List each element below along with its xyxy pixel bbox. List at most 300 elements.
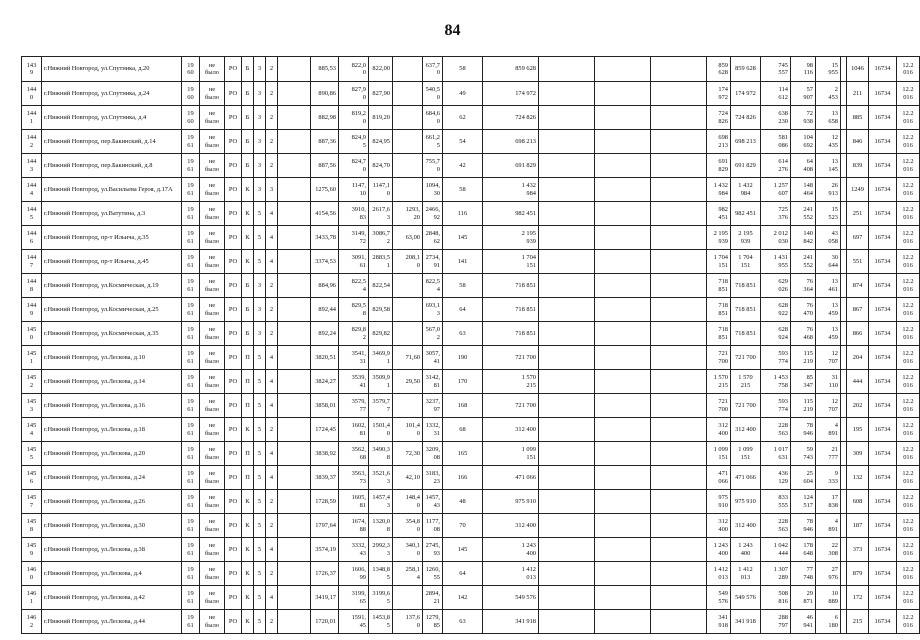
cell-area-2: 824,70 [369, 154, 393, 178]
cell-entrances: 2 [266, 130, 278, 154]
cell-year: 19 60 [182, 57, 200, 82]
cell-floors: 3 [254, 130, 266, 154]
cell-empty [651, 178, 707, 202]
cell-area-2: 3579,7 7 [369, 394, 393, 418]
cell-total: 975 910 [707, 490, 731, 514]
cell-empty [595, 514, 651, 538]
cell-empty [539, 226, 595, 250]
cell-cost: 724 826 [483, 106, 539, 130]
cell-type: П [242, 346, 254, 370]
cell-empty [651, 538, 707, 562]
cell-entrances: 2 [266, 322, 278, 346]
cell-floors: 5 [254, 226, 266, 250]
cell-region: 241 552 [791, 250, 816, 274]
cell-area-2: 3509,9 1 [369, 370, 393, 394]
cell-city: 13 658 [816, 106, 841, 130]
cell-area-4: 661,2 5 [423, 130, 443, 154]
cell-entrances: 2 [266, 154, 278, 178]
cell-empty [278, 370, 311, 394]
cell-total: 859 628 [707, 57, 731, 82]
cell-max-rate: 16734 [869, 250, 897, 274]
cell-empty [595, 226, 651, 250]
cell-address: г.Нижний Новгород, ул.Лескова, д.42 [42, 586, 182, 610]
cell-residents: 48 [443, 490, 483, 514]
cell-floors: 3 [254, 57, 266, 82]
cell-specific-cost: 215 [847, 610, 869, 634]
cell-number: 144 3 [22, 154, 42, 178]
cell-specific-cost: 867 [847, 298, 869, 322]
cell-fund: 718 851 [731, 322, 761, 346]
table-row [22, 202, 920, 226]
cell-empty [278, 178, 311, 202]
cell-last-repair: не было [200, 490, 225, 514]
cell-specific-cost: 1249 [847, 178, 869, 202]
cell-area-1: 3562, 68 [339, 442, 369, 466]
cell-empty [539, 57, 595, 82]
cell-total-area: 3820,51 [311, 346, 339, 370]
cell-year: 19 61 [182, 298, 200, 322]
cell-city: 4 891 [816, 514, 841, 538]
cell-year: 19 61 [182, 514, 200, 538]
cell-type: К [242, 514, 254, 538]
cell-area-2: 3490,3 8 [369, 442, 393, 466]
table-row [22, 154, 920, 178]
cell-wall-material: РО [225, 346, 242, 370]
cell-specific-cost: 551 [847, 250, 869, 274]
cell-type: К [242, 226, 254, 250]
cell-number: 144 4 [22, 178, 42, 202]
cell-area-1: 824,9 5 [339, 130, 369, 154]
cell-area-4: 3237, 97 [423, 394, 443, 418]
cell-date: 12.2 016 [897, 106, 920, 130]
cell-area-4: 637,7 0 [423, 57, 443, 82]
cell-city: 15 955 [816, 57, 841, 82]
cell-residents: 116 [443, 202, 483, 226]
cell-year: 19 61 [182, 178, 200, 202]
cell-residents: 49 [443, 82, 483, 106]
cell-date: 12.2 016 [897, 202, 920, 226]
cell-total-area: 3419,17 [311, 586, 339, 610]
cell-area-1: 1147, 10 [339, 178, 369, 202]
cell-entrances: 2 [266, 82, 278, 106]
cell-wall-material: РО [225, 610, 242, 634]
cell-floors: 5 [254, 538, 266, 562]
table-row [22, 57, 920, 82]
cell-year: 19 60 [182, 82, 200, 106]
cell-city: 9 333 [816, 466, 841, 490]
cell-empty [595, 490, 651, 514]
cell-area-2: 1147,1 0 [369, 178, 393, 202]
cell-entrances: 2 [266, 274, 278, 298]
cell-wall-material: РО [225, 562, 242, 586]
cell-total-area: 887,56 [311, 154, 339, 178]
cell-total-area: 890,86 [311, 82, 339, 106]
cell-residents: 58 [443, 178, 483, 202]
cell-total-area: 3433,78 [311, 226, 339, 250]
table-row [22, 466, 920, 490]
cell-area-2: 1457,4 3 [369, 490, 393, 514]
cell-fund: 691 829 [731, 154, 761, 178]
cell-empty [595, 322, 651, 346]
cell-wall-material: РО [225, 370, 242, 394]
cell-date: 12.2 016 [897, 298, 920, 322]
cell-date: 12.2 016 [897, 178, 920, 202]
cell-area-3 [393, 178, 423, 202]
table-row [22, 274, 920, 298]
cell-cost: 549 576 [483, 586, 539, 610]
cell-last-repair: не было [200, 610, 225, 634]
cell-type: Б [242, 106, 254, 130]
cell-address: г.Нижний Новгород, ул.Ватутина, д.3 [42, 202, 182, 226]
cell-area-3: 258,1 4 [393, 562, 423, 586]
cell-date: 12.2 016 [897, 226, 920, 250]
cell-area-4: 2894, 21 [423, 586, 443, 610]
cell-empty [539, 586, 595, 610]
cell-wall-material: РО [225, 490, 242, 514]
cell-owners: 628 922 [761, 298, 791, 322]
cell-type: Б [242, 82, 254, 106]
cell-region: 64 408 [791, 154, 816, 178]
cell-empty [539, 490, 595, 514]
cell-city: 31 110 [816, 370, 841, 394]
table-row [22, 82, 920, 106]
cell-area-4: 693,1 3 [423, 298, 443, 322]
cell-total: 1 412 013 [707, 562, 731, 586]
cell-cost: 975 910 [483, 490, 539, 514]
cell-residents: 190 [443, 346, 483, 370]
cell-max-rate: 16734 [869, 57, 897, 82]
cell-floors: 3 [254, 322, 266, 346]
cell-floors: 5 [254, 202, 266, 226]
cell-area-4: 567,0 2 [423, 322, 443, 346]
cell-type: К [242, 418, 254, 442]
cell-fund: 982 451 [731, 202, 761, 226]
cell-empty [651, 57, 707, 82]
cell-type: К [242, 586, 254, 610]
cell-address: г.Нижний Новгород, пер.Бакинский, д.8 [42, 154, 182, 178]
cell-city: 13 459 [816, 322, 841, 346]
cell-date: 12.2 016 [897, 82, 920, 106]
cell-area-3 [393, 106, 423, 130]
cell-date: 12.2 016 [897, 274, 920, 298]
cell-area-1: 1591, 45 [339, 610, 369, 634]
cell-number: 145 2 [22, 370, 42, 394]
cell-type: Б [242, 298, 254, 322]
cell-max-rate: 16734 [869, 202, 897, 226]
cell-area-2: 822,00 [369, 57, 393, 82]
cell-owners: 1 017 631 [761, 442, 791, 466]
cell-floors: 5 [254, 514, 266, 538]
cell-area-3 [393, 154, 423, 178]
cell-fund: 1 099 151 [731, 442, 761, 466]
cell-total-area: 1726,37 [311, 562, 339, 586]
cell-residents: 58 [443, 274, 483, 298]
cell-empty [595, 466, 651, 490]
cell-fund: 975 910 [731, 490, 761, 514]
cell-year: 19 61 [182, 154, 200, 178]
cell-area-3 [393, 298, 423, 322]
cell-number: 144 0 [22, 82, 42, 106]
cell-date: 12.2 016 [897, 610, 920, 634]
cell-region: 78 946 [791, 418, 816, 442]
cell-empty [278, 322, 311, 346]
housing-register-table [21, 56, 920, 634]
cell-max-rate: 16734 [869, 298, 897, 322]
cell-empty [595, 418, 651, 442]
cell-address: г.Нижний Новгород, ул.Лескова, д.44 [42, 610, 182, 634]
cell-area-1: 829,5 8 [339, 298, 369, 322]
cell-area-4: 3142, 81 [423, 370, 443, 394]
cell-area-3: 101,4 0 [393, 418, 423, 442]
cell-fund: 312 400 [731, 418, 761, 442]
cell-area-4: 2466, 92 [423, 202, 443, 226]
cell-total-area: 3838,92 [311, 442, 339, 466]
cell-empty [278, 250, 311, 274]
cell-last-repair: не было [200, 346, 225, 370]
cell-specific-cost: 608 [847, 490, 869, 514]
cell-area-4: 1279, 85 [423, 610, 443, 634]
cell-entrances: 4 [266, 226, 278, 250]
cell-cost: 312 400 [483, 418, 539, 442]
cell-floors: 3 [254, 178, 266, 202]
cell-date: 12.2 016 [897, 250, 920, 274]
cell-address: г.Нижний Новгород, ул.Лескова, д.4 [42, 562, 182, 586]
cell-empty [539, 322, 595, 346]
cell-fund: 721 700 [731, 346, 761, 370]
cell-type: Б [242, 130, 254, 154]
table-body [22, 57, 920, 634]
cell-empty [595, 154, 651, 178]
cell-empty [539, 514, 595, 538]
cell-empty [595, 57, 651, 82]
cell-area-4: 822,5 4 [423, 274, 443, 298]
cell-city: 13 459 [816, 298, 841, 322]
cell-max-rate: 16734 [869, 490, 897, 514]
cell-wall-material: РО [225, 274, 242, 298]
cell-cost: 859 628 [483, 57, 539, 82]
cell-wall-material: РО [225, 298, 242, 322]
cell-address: г.Нижний Новгород, ул.Спутника, д.4 [42, 106, 182, 130]
page-number: 84 [444, 22, 461, 39]
cell-owners: 628 924 [761, 322, 791, 346]
cell-empty [539, 538, 595, 562]
table-row [22, 490, 920, 514]
cell-cost: 721 700 [483, 346, 539, 370]
cell-address: г.Нижний Новгород, ул.Лескова, д.10 [42, 346, 182, 370]
cell-residents: 62 [443, 106, 483, 130]
cell-empty [278, 346, 311, 370]
cell-max-rate: 16734 [869, 346, 897, 370]
cell-total: 2 195 939 [707, 226, 731, 250]
cell-address: г.Нижний Новгород, ул.Лескова, д.18 [42, 418, 182, 442]
cell-region: 124 517 [791, 490, 816, 514]
cell-number: 144 8 [22, 274, 42, 298]
table-row [22, 418, 920, 442]
cell-empty [651, 346, 707, 370]
cell-total-area: 892,24 [311, 322, 339, 346]
cell-area-4: 1177, 08 [423, 514, 443, 538]
cell-area-3 [393, 586, 423, 610]
cell-empty [278, 106, 311, 130]
cell-empty [651, 370, 707, 394]
cell-entrances: 3 [266, 178, 278, 202]
cell-fund: 1 570 215 [731, 370, 761, 394]
cell-empty [278, 298, 311, 322]
table-row [22, 562, 920, 586]
cell-date: 12.2 016 [897, 154, 920, 178]
cell-owners: 1 453 758 [761, 370, 791, 394]
cell-year: 19 61 [182, 202, 200, 226]
cell-residents: 42 [443, 154, 483, 178]
cell-max-rate: 16734 [869, 370, 897, 394]
cell-cost: 1 570 215 [483, 370, 539, 394]
cell-total: 312 400 [707, 514, 731, 538]
cell-empty [278, 130, 311, 154]
cell-total-area: 1720,01 [311, 610, 339, 634]
cell-region: 25 604 [791, 466, 816, 490]
cell-year: 19 61 [182, 442, 200, 466]
cell-empty [595, 250, 651, 274]
cell-total-area: 885,53 [311, 57, 339, 82]
cell-date: 12.2 016 [897, 538, 920, 562]
cell-empty [651, 298, 707, 322]
cell-empty [651, 82, 707, 106]
cell-area-1: 829,8 2 [339, 322, 369, 346]
cell-empty [278, 394, 311, 418]
cell-empty [595, 130, 651, 154]
cell-city: 15 523 [816, 202, 841, 226]
table-row [22, 298, 920, 322]
cell-number: 145 3 [22, 394, 42, 418]
cell-region: 76 470 [791, 298, 816, 322]
cell-fund: 312 400 [731, 514, 761, 538]
cell-empty [651, 514, 707, 538]
cell-owners: 2 012 030 [761, 226, 791, 250]
cell-floors: 5 [254, 490, 266, 514]
cell-total-area: 884,96 [311, 274, 339, 298]
cell-residents: 70 [443, 514, 483, 538]
cell-area-4: 755,7 0 [423, 154, 443, 178]
cell-empty [595, 178, 651, 202]
cell-specific-cost: 211 [847, 82, 869, 106]
cell-date: 12.2 016 [897, 562, 920, 586]
cell-floors: 5 [254, 370, 266, 394]
cell-specific-cost: 839 [847, 154, 869, 178]
table-row [22, 322, 920, 346]
cell-type: Б [242, 322, 254, 346]
cell-empty [651, 586, 707, 610]
cell-wall-material: РО [225, 154, 242, 178]
cell-owners: 629 026 [761, 274, 791, 298]
cell-city: 27 976 [816, 562, 841, 586]
cell-last-repair: не было [200, 562, 225, 586]
cell-area-3 [393, 57, 423, 82]
cell-region: 85 347 [791, 370, 816, 394]
cell-total-area: 3858,01 [311, 394, 339, 418]
cell-specific-cost: 697 [847, 226, 869, 250]
cell-region: 148 464 [791, 178, 816, 202]
cell-number: 146 1 [22, 586, 42, 610]
cell-area-4: 3209, 08 [423, 442, 443, 466]
cell-empty [651, 322, 707, 346]
cell-address: г.Нижний Новгород, ул.Спутника, д.24 [42, 82, 182, 106]
cell-number: 145 4 [22, 418, 42, 442]
cell-specific-cost: 879 [847, 562, 869, 586]
cell-floors: 5 [254, 610, 266, 634]
cell-city: 22 308 [816, 538, 841, 562]
cell-owners: 1 257 607 [761, 178, 791, 202]
cell-city: 13 461 [816, 274, 841, 298]
cell-specific-cost: 874 [847, 274, 869, 298]
cell-address: г.Нижний Новгород, ул.Васильева Героя, д.17А [42, 178, 182, 202]
cell-area-1: 3541, 31 [339, 346, 369, 370]
cell-floors: 3 [254, 154, 266, 178]
cell-empty [595, 370, 651, 394]
cell-area-2: 1501,4 0 [369, 418, 393, 442]
cell-fund: 724 826 [731, 106, 761, 130]
cell-cost: 1 432 984 [483, 178, 539, 202]
cell-residents: 142 [443, 586, 483, 610]
cell-fund: 2 195 939 [731, 226, 761, 250]
cell-area-1: 1606, 99 [339, 562, 369, 586]
cell-area-3: 72,30 [393, 442, 423, 466]
cell-max-rate: 16734 [869, 466, 897, 490]
cell-residents: 63 [443, 610, 483, 634]
cell-empty [278, 154, 311, 178]
cell-cost: 718 851 [483, 322, 539, 346]
cell-owners: 745 557 [761, 57, 791, 82]
cell-area-3 [393, 394, 423, 418]
cell-empty [595, 538, 651, 562]
cell-area-3: 208,1 0 [393, 250, 423, 274]
cell-area-4: 1332, 31 [423, 418, 443, 442]
cell-year: 19 61 [182, 274, 200, 298]
cell-date: 12.2 016 [897, 322, 920, 346]
cell-empty [539, 250, 595, 274]
cell-specific-cost: 444 [847, 370, 869, 394]
cell-empty [595, 586, 651, 610]
cell-specific-cost: 885 [847, 106, 869, 130]
cell-city: 17 838 [816, 490, 841, 514]
cell-region: 29 871 [791, 586, 816, 610]
cell-region: 115 219 [791, 394, 816, 418]
cell-year: 19 61 [182, 586, 200, 610]
cell-empty [539, 82, 595, 106]
cell-specific-cost: 866 [847, 322, 869, 346]
cell-area-1: 3332, 43 [339, 538, 369, 562]
cell-region: 178 648 [791, 538, 816, 562]
cell-total-area: 3574,19 [311, 538, 339, 562]
cell-empty [278, 538, 311, 562]
cell-area-4: 2745, 93 [423, 538, 443, 562]
cell-region: 46 941 [791, 610, 816, 634]
cell-year: 19 61 [182, 130, 200, 154]
cell-year: 19 61 [182, 610, 200, 634]
cell-year: 19 61 [182, 538, 200, 562]
cell-area-2: 827,90 [369, 82, 393, 106]
cell-empty [651, 442, 707, 466]
cell-area-3: 340,1 0 [393, 538, 423, 562]
cell-area-3: 354,8 0 [393, 514, 423, 538]
cell-date: 12.2 016 [897, 130, 920, 154]
cell-floors: 5 [254, 418, 266, 442]
cell-owners: 581 086 [761, 130, 791, 154]
cell-specific-cost: 309 [847, 442, 869, 466]
cell-address: г.Нижний Новгород, ул.Лескова, д.30 [42, 514, 182, 538]
cell-fund: 341 918 [731, 610, 761, 634]
cell-total-area: 887,36 [311, 130, 339, 154]
cell-max-rate: 16734 [869, 274, 897, 298]
